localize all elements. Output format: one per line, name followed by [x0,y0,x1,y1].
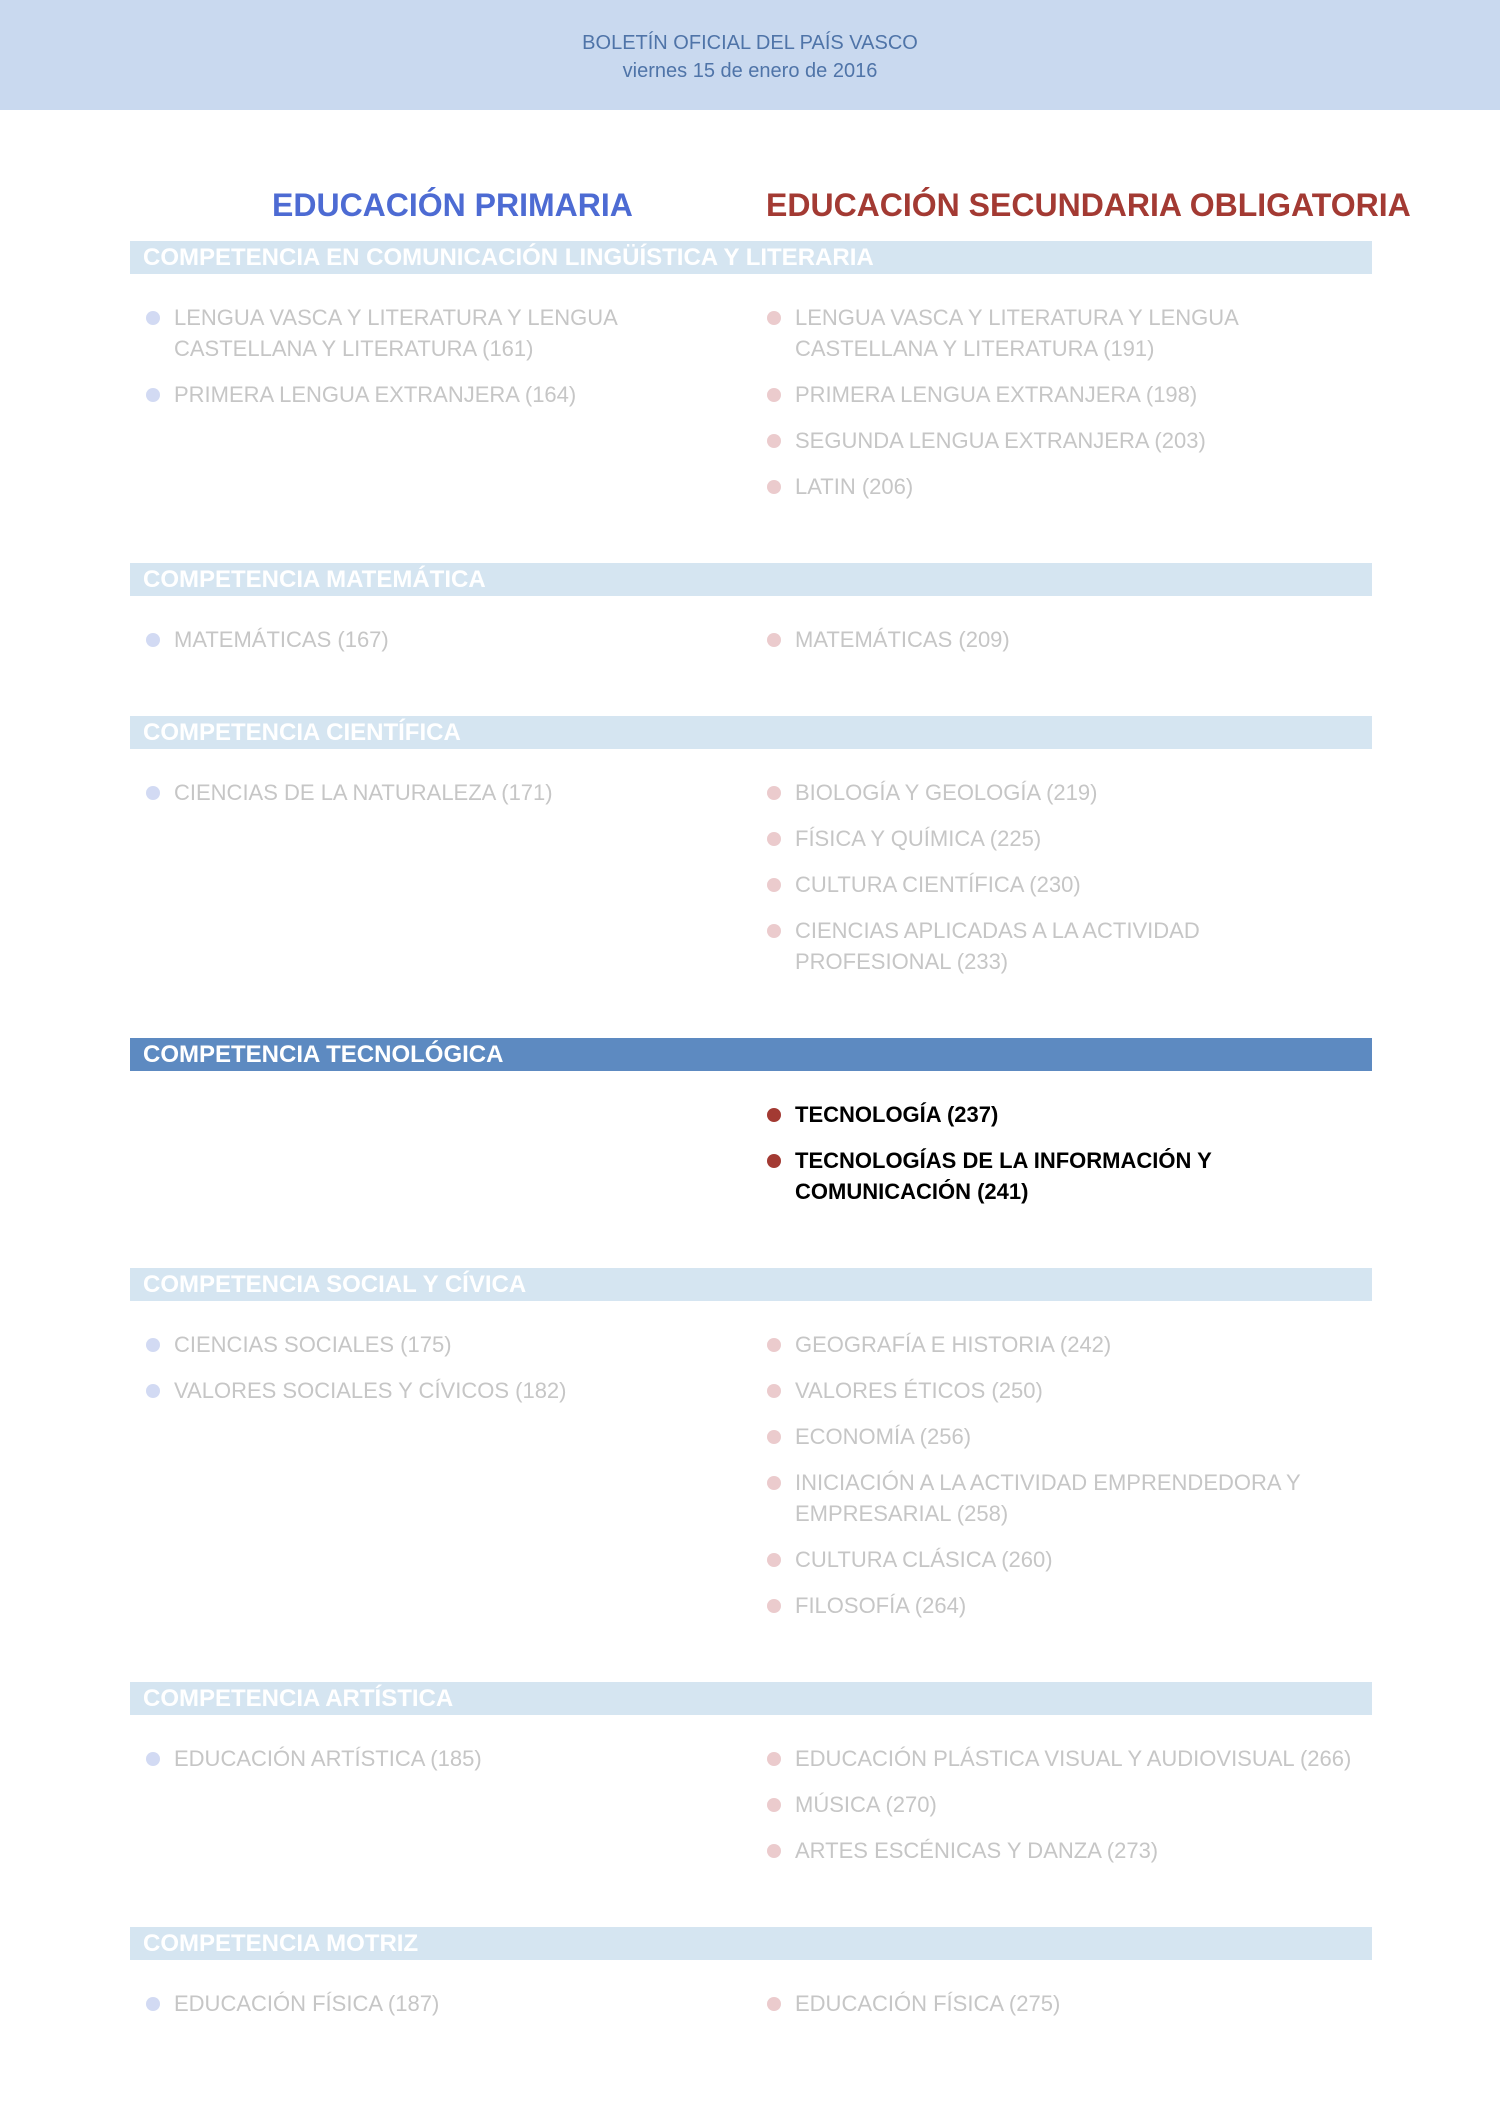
bullet-icon [767,311,781,325]
bullet-icon [146,1752,160,1766]
subject-link[interactable] [751,1467,1355,1529]
subject-link[interactable] [751,302,1355,364]
primaria-subjects [130,1329,751,1636]
subject-label: PRIMERA LENGUA EXTRANJERA (164) [174,382,577,407]
subject-link[interactable] [130,624,724,655]
bullet-icon [146,388,160,402]
secundaria-subjects [751,1743,1372,1881]
subject-link[interactable] [751,1988,1355,2019]
subject-link[interactable] [130,1375,724,1406]
secundaria-subjects [751,624,1372,670]
subject-link[interactable] [751,1544,1355,1575]
competencia-section [130,1268,1372,1636]
subject-link[interactable] [130,1329,724,1360]
subject-label: EDUCACIÓN FÍSICA (275) [795,1991,1061,2016]
subject-label: CIENCIAS SOCIALES (175) [174,1332,452,1357]
subject-label: CULTURA CIENTÍFICA (230) [795,872,1081,897]
subject-link[interactable] [751,777,1355,808]
bullet-icon [767,1108,781,1122]
subject-label: FILOSOFÍA (264) [795,1593,967,1618]
competencias-list [130,241,1372,2080]
subject-label: BIOLOGÍA Y GEOLOGÍA (219) [795,780,1098,805]
bullet-icon [767,1338,781,1352]
primaria-subjects [130,624,751,670]
subject-label: FÍSICA Y QUÍMICA (225) [795,826,1042,851]
subject-label: LENGUA VASCA Y LITERATURA Y LENGUA CASTELLANA Y LITERATURA (161) [174,305,617,361]
subject-label: GEOGRAFÍA E HISTORIA (242) [795,1332,1112,1357]
subject-link[interactable] [130,302,724,364]
bullet-icon [767,633,781,647]
secundaria-subjects [751,777,1372,992]
subject-link[interactable] [751,869,1355,900]
competencia-title[interactable]: COMPETENCIA MOTRIZ [130,1927,1372,1960]
bullet-icon [767,480,781,494]
primaria-subjects [130,1988,751,2034]
competencia-title[interactable]: COMPETENCIA MATEMÁTICA [130,563,1372,596]
subject-label: CIENCIAS DE LA NATURALEZA (171) [174,780,553,805]
subject-link[interactable] [751,1835,1355,1866]
subject-link[interactable] [130,1988,724,2019]
competencia-section [130,716,1372,992]
bullet-icon [767,1154,781,1168]
bulletin-title: BOLETÍN OFICIAL DEL PAÍS VASCO [582,32,918,54]
bullet-icon [767,434,781,448]
primaria-subjects [130,302,751,517]
subject-link[interactable] [751,1590,1355,1621]
subject-label: VALORES ÉTICOS (250) [795,1378,1043,1403]
secundaria-subjects [751,1099,1372,1222]
competencia-section [130,563,1372,670]
bullet-icon [767,388,781,402]
bullet-icon [767,1384,781,1398]
subject-label: VALORES SOCIALES Y CÍVICOS (182) [174,1378,567,1403]
secundaria-subjects [751,302,1372,517]
bullet-icon [146,786,160,800]
primaria-heading: EDUCACIÓN PRIMARIA [272,187,633,223]
competencia-section [130,241,1372,517]
bulletin-date: viernes 15 de enero de 2016 [622,60,878,82]
subject-label: MATEMÁTICAS (167) [174,627,389,652]
competencia-section [130,1038,1372,1222]
subject-label: TECNOLOGÍA (237) [795,1102,999,1127]
bullet-icon [767,1997,781,2011]
subject-link[interactable] [751,425,1355,456]
bullet-icon [146,1384,160,1398]
subject-link[interactable] [751,1375,1355,1406]
subject-label: EDUCACIÓN FÍSICA (187) [174,1991,440,2016]
bullet-icon [767,786,781,800]
subject-label: TECNOLOGÍAS DE LA INFORMACIÓN Y COMUNICACIÓN (241) [795,1148,1212,1204]
subject-link[interactable] [130,777,724,808]
bullet-icon [767,878,781,892]
primaria-subjects [130,1743,751,1881]
subject-label: INICIACIÓN A LA ACTIVIDAD EMPRENDEDORA Y EMPRESARIAL (258) [795,1470,1301,1526]
subject-label: MÚSICA (270) [795,1792,937,1817]
subject-link[interactable] [751,1789,1355,1820]
bullet-icon [146,633,160,647]
bullet-icon [767,1430,781,1444]
bullet-icon [146,1338,160,1352]
primaria-subjects [130,777,751,992]
bullet-icon [767,1752,781,1766]
competencia-title[interactable]: COMPETENCIA CIENTÍFICA [130,716,1372,749]
subject-link[interactable] [751,471,1355,502]
subject-label: SEGUNDA LENGUA EXTRANJERA (203) [795,428,1206,453]
subject-link[interactable] [751,1099,1355,1130]
subject-label: EDUCACIÓN PLÁSTICA VISUAL Y AUDIOVISUAL (266) [795,1746,1352,1771]
subject-link[interactable] [751,1145,1355,1207]
subject-label: CULTURA CLÁSICA (260) [795,1547,1053,1572]
bullet-icon [767,1553,781,1567]
subject-label: CIENCIAS APLICADAS A LA ACTIVIDAD PROFESIONAL (233) [795,918,1200,974]
bullet-icon [767,1844,781,1858]
competencia-title[interactable]: COMPETENCIA SOCIAL Y CÍVICA [130,1268,1372,1301]
competencia-section [130,1682,1372,1881]
subject-link[interactable] [751,1421,1355,1452]
bullet-icon [767,1476,781,1490]
competencia-title[interactable]: COMPETENCIA EN COMUNICACIÓN LINGÜÍSTICA Y LITERARIA [130,241,1372,274]
competencia-section [130,1927,1372,2034]
subject-link[interactable] [751,624,1355,655]
bullet-icon [767,1798,781,1812]
bullet-icon [767,832,781,846]
subject-label: LATIN (206) [795,474,914,499]
subject-link[interactable] [751,823,1355,854]
bullet-icon [146,311,160,325]
subject-link[interactable] [751,915,1355,977]
subject-label: PRIMERA LENGUA EXTRANJERA (198) [795,382,1198,407]
subject-label: MATEMÁTICAS (209) [795,627,1010,652]
subject-link[interactable] [130,379,724,410]
primaria-subjects [130,1099,751,1222]
bullet-icon [146,1997,160,2011]
secundaria-subjects [751,1988,1372,2034]
subject-label: ARTES ESCÉNICAS Y DANZA (273) [795,1838,1159,1863]
subject-link[interactable] [751,379,1355,410]
subject-label: LENGUA VASCA Y LITERATURA Y LENGUA CASTELLANA Y LITERATURA (191) [795,305,1238,361]
subject-label: EDUCACIÓN ARTÍSTICA (185) [174,1746,482,1771]
subject-link[interactable] [130,1743,724,1774]
competencia-title[interactable]: COMPETENCIA ARTÍSTICA [130,1682,1372,1715]
subject-link[interactable] [751,1329,1355,1360]
page-header [0,0,1500,110]
competencia-title[interactable]: COMPETENCIA TECNOLÓGICA [130,1038,1372,1071]
bullet-icon [767,1599,781,1613]
secundaria-heading: EDUCACIÓN SECUNDARIA OBLIGATORIA [766,187,1411,223]
subject-link[interactable] [751,1743,1355,1774]
subject-label: ECONOMÍA (256) [795,1424,972,1449]
secundaria-subjects [751,1329,1372,1636]
bullet-icon [767,924,781,938]
